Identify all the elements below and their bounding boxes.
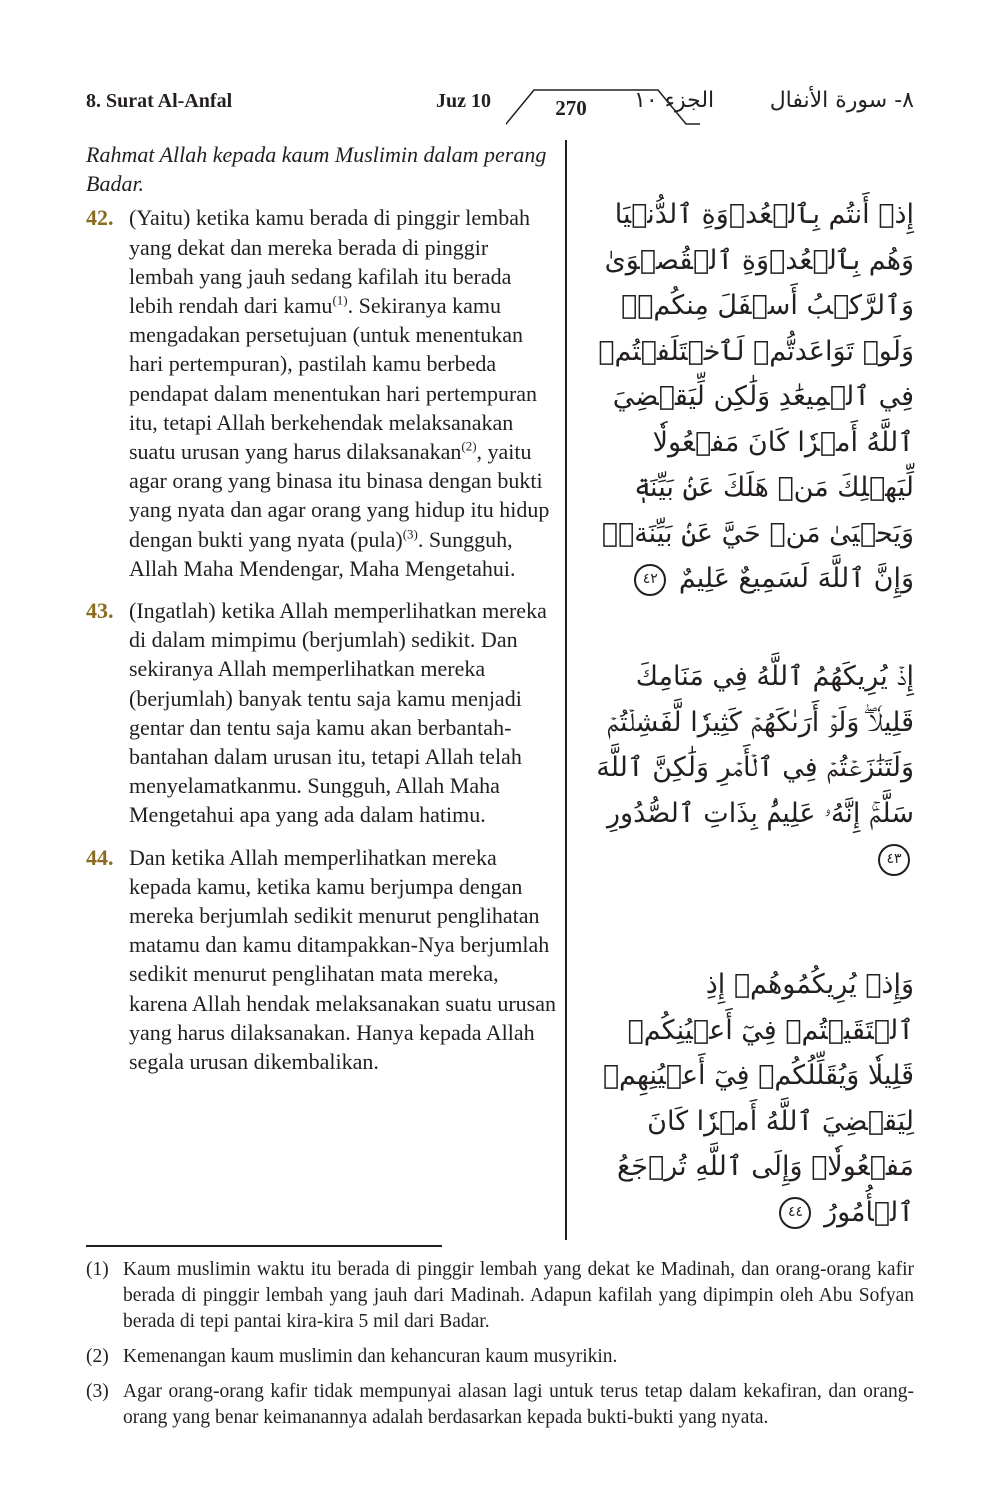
translation-column [86, 140, 558, 1076]
footnote-text: Agar orang-orang kafir tidak mempunyai alasan lagi untuk terus tetap dalam kekafiran, dan orang-orang yang benar keimanannya adalah berdasarkan kepada bukti-bukti yang nyata. [123, 1381, 914, 1428]
footnotes [86, 1257, 914, 1440]
footnote-ref-1[interactable]: (1) [332, 292, 348, 308]
juz-label-arabic: الجزء ١٠ [634, 88, 715, 113]
verse-number: 44. [86, 844, 114, 870]
verse-text: . Sungguh, Allah Maha Mendengar, Maha Mengetahui. [129, 526, 516, 581]
arabic-verse-42 [584, 192, 914, 602]
footnote-ref-2[interactable]: (2) [461, 438, 477, 454]
footnote-1 [86, 1257, 914, 1335]
juz-label-latin: Juz 10 [436, 90, 491, 112]
arabic-text: وَإِذۡ يُرِيكُمُوهُمۡ إِذِ ٱلۡتَقَيۡتُمۡ فِيٓ أَعۡيُنِكُمۡ قَلِيلٗا وَيُقَلِّلُكُمۡ فِيٓ أَعۡيُنِهِمۡ لِيَقۡضِيَ ٱللَّهُ أَمۡرٗا كَانَ مَفۡعُولٗاۗ وَإِلَى ٱللَّهِ تُرۡجَعُ ٱلۡأُمُورُ [602, 969, 914, 1228]
footnote-marker: (3) [86, 1381, 109, 1402]
footnote-marker: (2) [86, 1346, 109, 1367]
arabic-text: إِذۡ يُرِيكَهُمُ ٱللَّهُ فِي مَنَامِكَ قَلِيلٗاۖ وَلَوۡ أَرَىٰكَهُمۡ كَثِيرٗا لَّفَشِلۡتُمۡ وَلَتَنَٰزَعۡتُمۡ فِي ٱلۡأَمۡرِ وَلَٰكِنَّ ٱللَّهَ سَلَّمَۚ إِنَّهُۥ عَلِيمُۢ بِذَاتِ ٱلصُّدُورِ [596, 661, 914, 829]
footnote-2 [86, 1344, 914, 1370]
column-divider [565, 140, 567, 1240]
footnote-marker: (1) [86, 1259, 109, 1280]
arabic-verse-44 [584, 962, 914, 1235]
verse-text: (Ingatlah) ketika Allah memperlihatkan mereka di dalam mimpimu (berjumlah) sedikit. Dan sekiranya Allah memperlihatkan mereka (berjumlah) banyak tentu saja kamu menjadi gentar dan tentu saja kamu akan berbantah-bantahan dalam urusan itu, tetapi Allah telah menyelamatkanmu. Sungguh, Allah Maha Mengetahui apa yang ada dalam hatimu. [129, 598, 547, 828]
verse-number: 42. [86, 205, 114, 231]
ayah-end-marker: ٤٣ [878, 844, 910, 876]
verse-text: (Yaitu) ketika kamu berada di pinggir lembah yang dekat dan mereka berada di pinggir lembah yang jauh sedang kafilah itu berada lebih rendah dari kamu [129, 205, 530, 319]
surah-name-latin: 8. Surat Al-Anfal [86, 90, 233, 112]
footnote-text: Kaum muslimin waktu itu berada di pinggir lembah yang dekat ke Madinah, dan orang-orang kafir berada di pinggir lembah yang jauh dari Madinah. Adapun kafilah yang dipimpin oleh Abu Sofyan berada di tepi pantai kira-kira 5 mil dari Badar. [123, 1259, 914, 1332]
verse-number: 43. [86, 598, 114, 624]
arabic-text: إِذۡ أَنتُم بِٱلۡعُدۡوَةِ ٱلدُّنۡيَا وَهُم بِٱلۡعُدۡوَةِ ٱلۡقُصۡوَىٰ وَٱلرَّكۡبُ أَسۡفَلَ مِنكُمۡۚ وَلَوۡ تَوَاعَدتُّمۡ لَٱخۡتَلَفۡتُمۡ فِي ٱلۡمِيعَٰدِ وَلَٰكِن لِّيَقۡضِيَ ٱللَّهُ أَمۡرٗا كَانَ مَفۡعُولٗا لِّيَهۡلِكَ مَنۡ هَلَكَ عَنۢ بَيِّنَةٖ وَيَحۡيَىٰ مَنۡ حَيَّ عَنۢ بَيِّنَةٖۗ وَإِنَّ ٱللَّهَ لَسَمِيعٌ عَلِيمٌ [598, 199, 914, 594]
verse-translation-42 [86, 203, 558, 583]
footnote-text: Kemenangan kaum muslimin dan kehancuran kaum musyrikin. [123, 1346, 618, 1367]
verse-translation-43 [86, 596, 558, 830]
verse-text: . Sekiranya kamu mengadakan persetujuan (untuk menentukan hari pertempuran), pastilah kamu berbeda pendapat dalam menentukan hari pertempuran itu, tetapi Allah berkehendak melaksanakan suatu urusan yang harus dilaksanakan [129, 293, 538, 465]
verse-text: , yaitu agar orang yang binasa itu binasa dengan bukti yang nyata dan agar orang yang hidup itu hidup dengan bukti yang nyata (pula) [129, 439, 550, 552]
verse-text: Dan ketika Allah memperlihatkan mereka kepada kamu, ketika kamu berjumpa dengan mereka berjumlah sedikit menurut penglihatan matamu dan kamu ditampakkan-Nya berjumlah sedikit menurut penglihatan mata mereka, karena Allah hendak melaksanakan suatu urusan yang harus dilaksanakan. Hanya kepada Allah segala urusan dikembalikan. [129, 844, 557, 1075]
ayah-end-marker: ٤٤ [779, 1197, 811, 1229]
footnote-ref-3[interactable]: (3) [402, 526, 418, 542]
surah-name-arabic: ٨- سورة الأنفال [769, 88, 914, 113]
arabic-verse-43 [584, 654, 914, 882]
page-header [86, 86, 914, 126]
page-number: 270 [555, 96, 587, 120]
footnote-divider [86, 1245, 442, 1247]
footnote-3 [86, 1379, 914, 1431]
verse-translation-44 [86, 843, 558, 1077]
section-title: Rahmat Allah kepada kaum Muslimin dalam perang Badar. [86, 142, 547, 197]
ayah-end-marker: ٤٢ [634, 564, 666, 596]
